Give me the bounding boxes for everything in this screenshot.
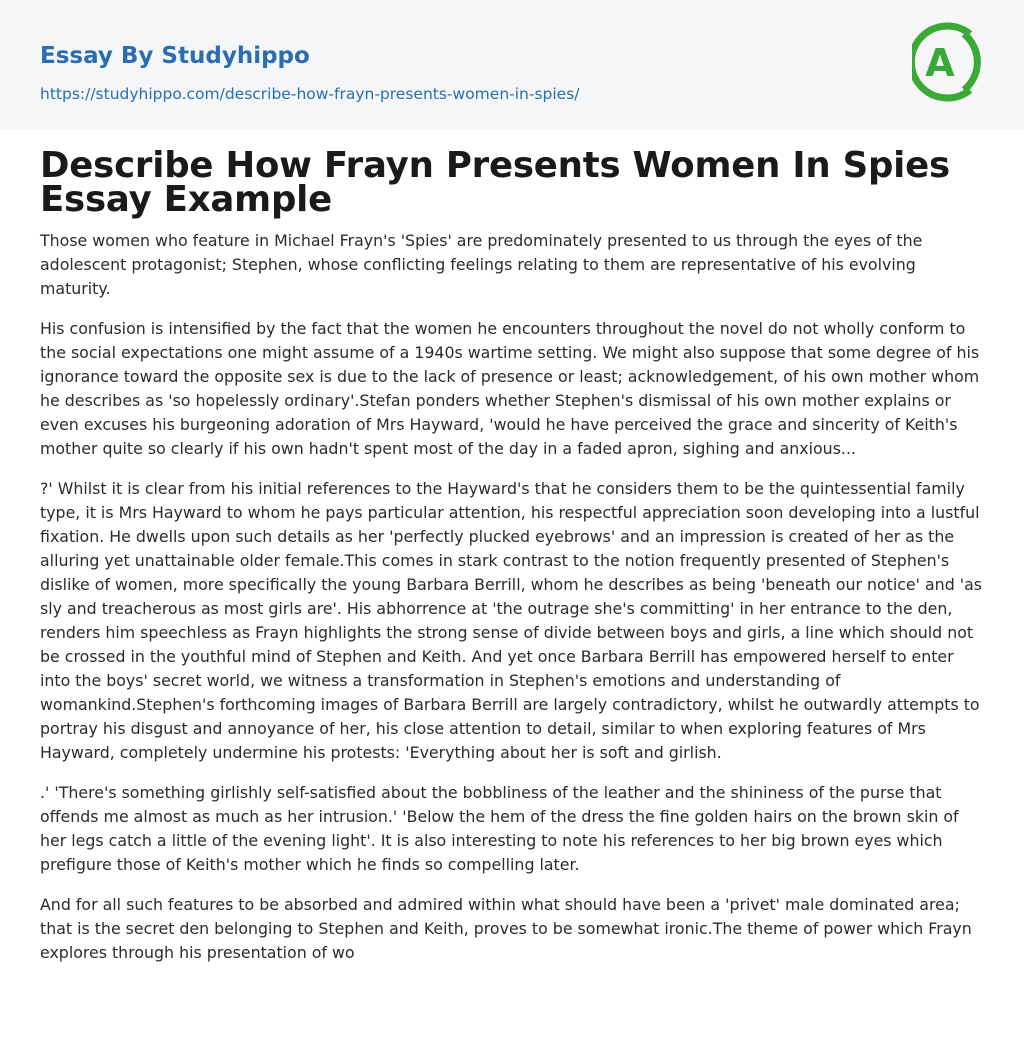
article-paragraph-2: His confusion is intensified by the fact that the women he encounters throughout the novel do not wholly conform to the social expectations one might assume of a 1940s wartime setting. We might also suppose that some degree of his ignorance toward the opposite sex is due to the lack of presence or least; acknowledgement, of his own mother whom he describes as 'so hopelessly ordinary'.Stefan ponders whether Stephen's dismissal of his own mother explains or even excuses his burgeoning adoration of Mrs Hayward, 'would he have perceived the grace and sincerity of Keith's mother quite so clearly if his own hadn't spent most of the day in a faded apron, sighing and anxious... [40, 319, 980, 458]
article-paragraph-4: .' 'There's something girlishly self-satisfied about the bobbliness of the leather and the shininess of the purse that offends me almost as much as her intrusion.' 'Below the hem of the dress the fine golden hairs on the brown skin of her legs catch a little of the evening light'. It is also interesting to note his references to her big brown eyes which prefigure those of Keith's mother which he finds so compelling later. [40, 783, 959, 874]
studyhippo-logo-icon[interactable] [912, 18, 988, 106]
article-paragraph-3: ?' Whilst it is clear from his initial references to the Hayward's that he considers them to be the quintessential family type, it is Mrs Hayward to whom he pays particular attention, his respectful appreciation soon developing into a lustful fixation. He dwells upon such details as her 'perfectly plucked eyebrows' and an impression is created of her as the alluring yet unattainable older female.This comes in stark contrast to the notion frequently presented of Stephen's dislike of women, more specifically the young Barbara Berrill, whom he describes as being 'beneath our notice' and 'as sly and treacherous as most girls are'. His abhorrence at 'the outrage she's committing' in her entrance to the den, renders him speechless as Frayn highlights the strong sense of divide between boys and girls, a line which should not be crossed in the youthful mind of Stephen and Keith. And yet once Barbara Berrill has empowered herself to enter into the boys' secret world, we witness a transformation in Stephen's emotions and understanding of womankind.Stephen's forthcoming images of Barbara Berrill are largely contradictory, whilst he outwardly attempts to portray his disgust and annoyance of her, his close attention to detail, similar to when exploring features of Mrs Hayward, completely undermine his protests: 'Everything about her is soft and girlish. [40, 479, 982, 762]
article-content [0, 145, 1024, 965]
article-paragraph-5: And for all such features to be absorbed and admired within what should have been a 'privet' male dominated area; that is the secret den belonging to Stephen and Keith, proves to be somewhat ironic.The theme of power which Frayn explores through his presentation of wo [40, 895, 972, 962]
article-paragraph-1: Those women who feature in Michael Frayn's 'Spies' are predominately presented to us through the eyes of the adolescent protagonist; Stephen, whose conflicting feelings relating to them are representative of his evolving maturity. [40, 231, 923, 298]
source-url-link[interactable]: https://studyhippo.com/describe-how-frayn-presents-women-in-spies/ [40, 85, 580, 103]
site-header [0, 0, 1024, 129]
svg-text:A: A [925, 41, 955, 85]
site-brand[interactable]: Essay By Studyhippo [40, 43, 310, 69]
article-title: Describe How Frayn Presents Women In Spies Essay Example [40, 145, 950, 220]
